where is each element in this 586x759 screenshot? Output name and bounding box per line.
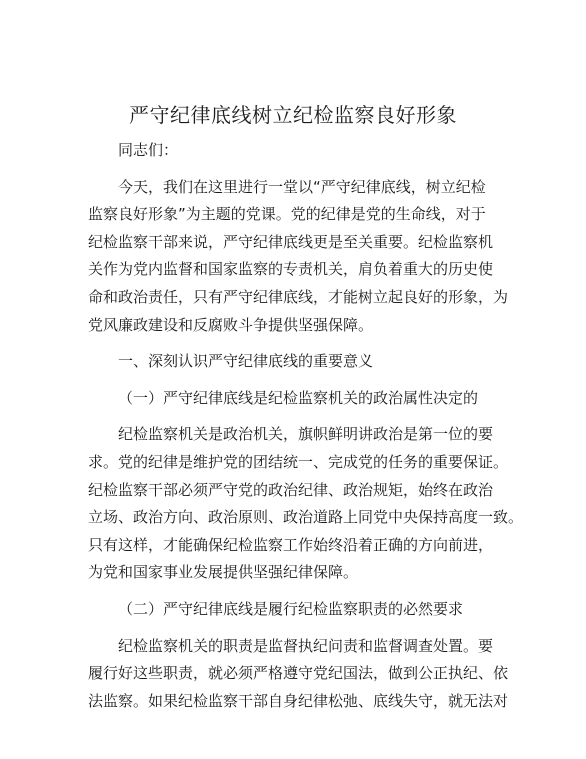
- paragraph-line: 纪检监察干部来说，严守纪律底线更是至关重要。纪检监察机: [88, 232, 494, 251]
- paragraph-line: 命和政治责任，只有严守纪律底线，才能树立起良好的形象，为: [88, 287, 509, 306]
- paragraph-line: 立场、政治方向、政治原则、政治道路上同党中央保持高度一致。: [88, 508, 524, 527]
- paragraph-line: 纪检监察机关的职责是监督执纪问责和监督调查处置。要: [118, 636, 494, 655]
- paragraph-line: 为党和国家事业发展提供坚强纪律保障。: [88, 563, 359, 582]
- paragraph-line: 纪检监察干部必须严守党的政治纪律、政治规矩，始终在政治: [88, 480, 494, 499]
- subsection-heading: （一）严守纪律底线是纪检监察机关的政治属性决定的: [118, 388, 479, 407]
- paragraph-line: 履行好这些职责，就必须严格遵守党纪国法，做到公正执纪、依: [88, 664, 509, 683]
- paragraph-2: [88, 421, 524, 587]
- paragraph-line: 纪检监察机关是政治机关，旗帜鲜明讲政治是第一位的要: [118, 425, 494, 444]
- paragraph-line: 关作为党内监督和国家监察的专责机关，肩负着重大的历史使: [88, 260, 494, 279]
- document-body: [88, 137, 524, 715]
- paragraph-line: 求。党的纪律是维护党的团结统一、完成党的任务的重要保证。: [88, 452, 509, 471]
- paragraph-line: 监察良好形象”为主题的党课。党的纪律是党的生命线，对于: [88, 205, 486, 224]
- paragraph-1: [88, 174, 509, 340]
- greeting: 同志们：: [118, 141, 179, 159]
- paragraph-line: 法监察。如果纪检监察干部自身纪律松弛、底线失守，就无法对: [88, 691, 509, 710]
- document-title: 严守纪律底线树立纪检监察良好形象: [129, 103, 457, 127]
- paragraph-line: 今天，我们在这里进行一堂以“严守纪律底线，树立纪检: [118, 177, 486, 196]
- paragraph-line: 只有这样，才能确保纪检监察工作始终沿着正确的方向前进，: [88, 535, 494, 554]
- paragraph-3: [88, 633, 509, 716]
- paragraph-line: 党风廉政建设和反腐败斗争提供坚强保障。: [88, 315, 374, 334]
- section-heading: 一、深刻认识严守纪律底线的重要意义: [118, 352, 374, 371]
- subsection-heading: （二）严守纪律底线是履行纪检监察职责的必然要求: [118, 599, 464, 618]
